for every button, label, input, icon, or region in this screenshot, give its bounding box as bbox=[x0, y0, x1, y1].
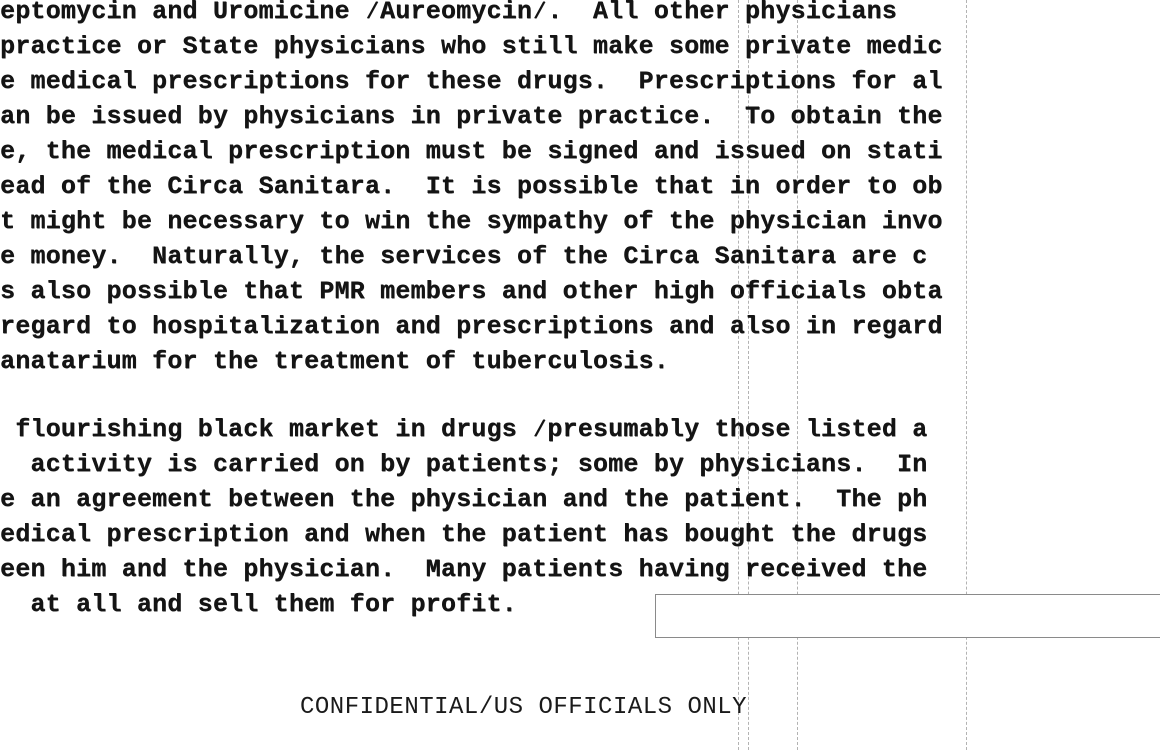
text-line: activity is carried on by patients; some by physicians. In bbox=[0, 450, 928, 479]
text-line: edical prescription and when the patient has bought the drugs bbox=[0, 520, 928, 549]
text-line: een him and the physician. Many patients having received the bbox=[0, 555, 928, 584]
text-line: regard to hospitalization and prescriptions and also in regard bbox=[0, 312, 943, 341]
text-line: ead of the Circa Sanitara. It is possible that in order to ob bbox=[0, 172, 943, 201]
text-line: t might be necessary to win the sympathy of the physician invo bbox=[0, 207, 943, 236]
text-line: s also possible that PMR members and other high officials obta bbox=[0, 277, 943, 306]
text-line: practice or State physicians who still make some private medic bbox=[0, 32, 943, 61]
text-line: e, the medical prescription must be signed and issued on stati bbox=[0, 137, 943, 166]
text-line: e medical prescriptions for these drugs. Prescriptions for al bbox=[0, 67, 943, 96]
text-line: at all and sell them for profit. bbox=[0, 590, 517, 619]
text-line: eptomycin and Uromicine ∕Aureomycin∕. All other physicians bbox=[0, 0, 897, 26]
classification-footer: CONFIDENTIAL/US OFFICIALS ONLY bbox=[300, 694, 748, 721]
blank-redaction-box bbox=[655, 594, 1160, 638]
text-line: flourishing black market in drugs ∕presumably those listed a bbox=[0, 415, 928, 444]
text-line: an be issued by physicians in private practice. To obtain the bbox=[0, 102, 943, 131]
text-line: e money. Naturally, the services of the Circa Sanitara are c bbox=[0, 242, 928, 271]
paragraph-black-market bbox=[0, 412, 1160, 622]
text-line: anatarium for the treatment of tuberculosis. bbox=[0, 347, 669, 376]
text-line: e an agreement between the physician and the patient. The ph bbox=[0, 485, 928, 514]
